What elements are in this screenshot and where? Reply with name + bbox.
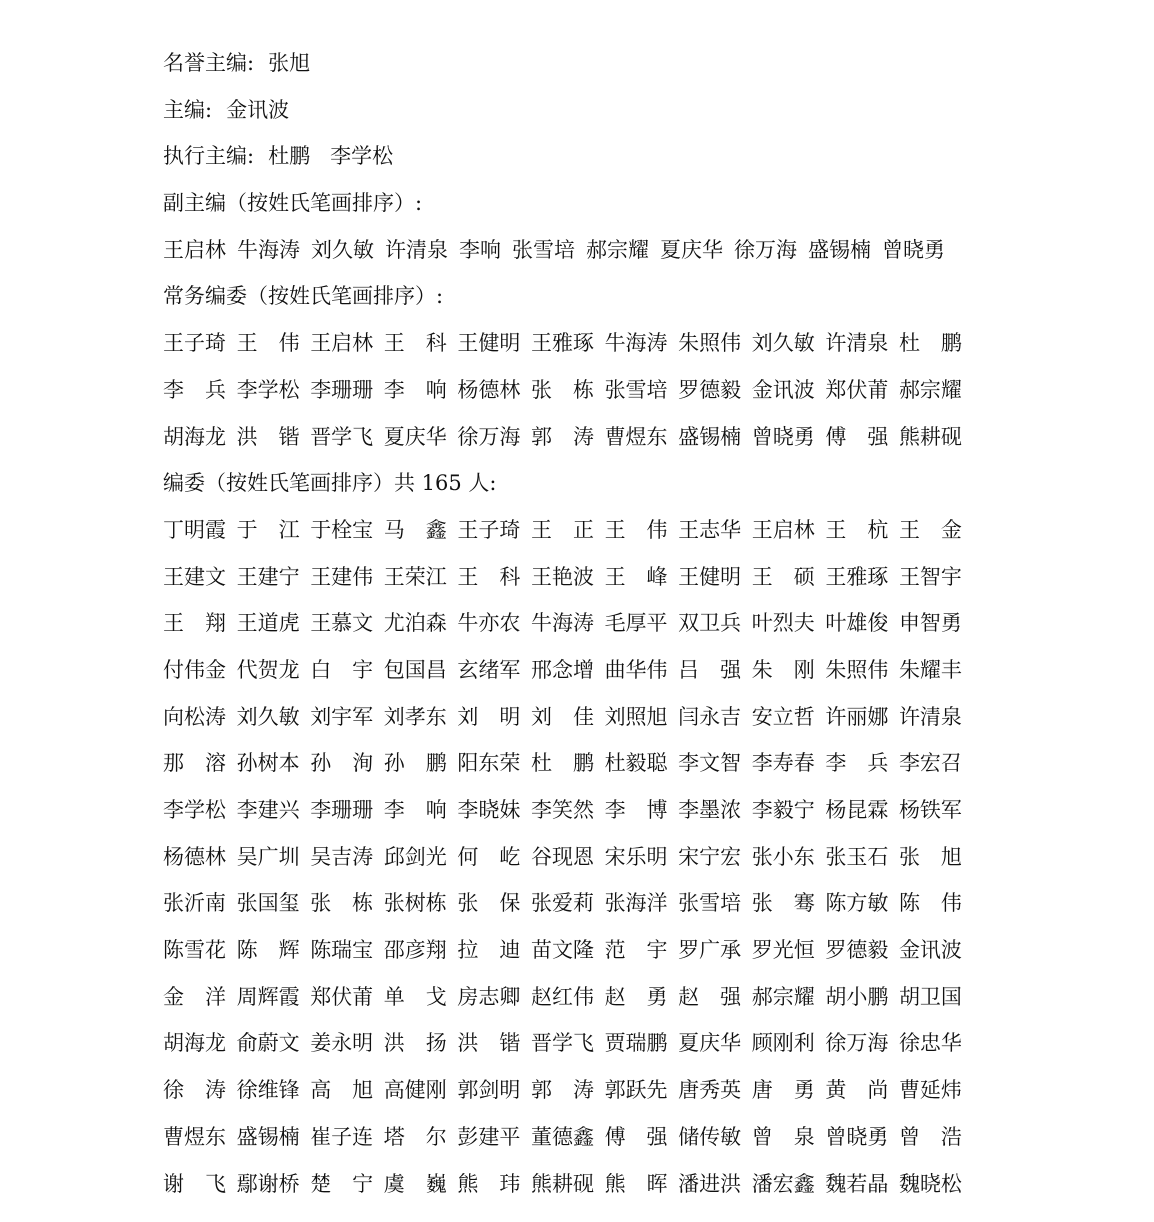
member-name: 李珊珊: [310, 377, 374, 402]
member-name: 房志卿: [457, 984, 521, 1009]
member-name: 谷现恩: [530, 844, 594, 869]
member-name: 郭剑明: [457, 1078, 521, 1103]
deputy-editor-name: 郝宗耀: [586, 237, 649, 262]
member-name: 洪 锴: [457, 1031, 521, 1056]
member-name: 朱照伟: [825, 657, 889, 682]
member-name: 郭 涛: [530, 1078, 594, 1103]
honorary-chief-editor-line: [163, 40, 993, 87]
member-name: 姜永明: [310, 1031, 374, 1056]
member-name: 王荣江: [383, 564, 447, 589]
member-name: 刘久敏: [236, 704, 300, 729]
member-name: 付伟金: [163, 657, 226, 682]
member-name: 王启林: [310, 331, 374, 356]
name-row: [163, 1020, 993, 1067]
member-name: 刘久敏: [751, 331, 815, 356]
name-row: [163, 974, 993, 1021]
member-name: 陈 伟: [898, 891, 962, 916]
member-name: 李寿春: [751, 751, 815, 776]
member-name: 玄绪军: [457, 657, 521, 682]
member-name: 杜毅聪: [604, 751, 668, 776]
member-name: 李宏召: [898, 751, 962, 776]
member-name: 李文智: [678, 751, 742, 776]
member-name: 王 正: [530, 517, 594, 542]
member-name: 安立哲: [751, 704, 815, 729]
member-name: 王智宇: [898, 564, 962, 589]
member-name: 刘孝东: [383, 704, 447, 729]
member-name: 闫永吉: [678, 704, 742, 729]
name-row: [163, 647, 993, 694]
member-name: 王 翔: [163, 611, 226, 636]
member-name: 张 保: [457, 891, 521, 916]
member-name: 刘宇军: [310, 704, 374, 729]
name-row: [163, 554, 993, 601]
member-name: 熊 玮: [457, 1171, 521, 1196]
member-name: 曹延炜: [898, 1078, 962, 1103]
chief-editor-line: [163, 87, 993, 134]
member-name: 李墨浓: [678, 798, 742, 822]
member-name: 王 硕: [751, 564, 815, 589]
member-name: 郑伏莆: [825, 377, 889, 402]
executive-editors-label: 执行主编:: [163, 144, 255, 169]
member-name: 郝宗耀: [751, 984, 815, 1009]
member-name: 郝宗耀: [898, 377, 962, 402]
name-row: [163, 787, 993, 834]
member-name: 范 宇: [604, 938, 668, 963]
member-name: 朱 刚: [751, 657, 815, 682]
member-name: 李 兵: [825, 751, 889, 776]
member-name: 胡小鹏: [825, 984, 889, 1009]
member-name: 邢念增: [530, 657, 594, 682]
member-name: 刘 明: [457, 704, 521, 729]
member-name: 尤泊森: [383, 611, 447, 636]
member-name: 单 戈: [383, 984, 447, 1009]
member-name: 杨铁军: [898, 798, 962, 822]
member-name: 张玉石: [825, 844, 889, 869]
member-name: 虞 巍: [383, 1171, 447, 1196]
member-name: 李建兴: [236, 798, 300, 822]
member-name: 王 伟: [236, 331, 300, 356]
member-name: 王 金: [898, 517, 962, 542]
member-name: 张雪培: [678, 891, 742, 916]
member-name: 王 科: [457, 564, 521, 589]
member-name: 洪 锴: [236, 424, 300, 449]
member-name: 谢 飞: [163, 1171, 226, 1196]
member-name: 潘宏鑫: [751, 1171, 815, 1196]
member-name: 李珊珊: [310, 798, 374, 822]
member-name: 楚 宁: [310, 1171, 374, 1196]
member-name: 金讯波: [898, 938, 962, 963]
standing-committee-list: [163, 320, 993, 460]
chief-editor-name: 金讯波: [226, 97, 290, 122]
member-name: 熊 晖: [604, 1171, 668, 1196]
member-name: 陈瑞宝: [310, 938, 374, 963]
member-name: 徐万海: [825, 1031, 889, 1056]
member-name: 王志华: [678, 517, 742, 542]
member-name: 罗德毅: [825, 938, 889, 963]
name-row: [163, 1067, 993, 1114]
deputy-editors-heading: 副主编（按姓氏笔画排序）:: [163, 191, 423, 216]
deputy-editor-name: 刘久敏: [311, 237, 374, 262]
chief-editor-label: 主编:: [163, 97, 213, 122]
committee-heading: 编委（按姓氏笔画排序）共 165 人:: [163, 471, 497, 496]
member-name: 宋乐明: [604, 844, 668, 869]
member-name: 张 骞: [751, 891, 815, 916]
member-name: 徐 涛: [163, 1078, 226, 1103]
member-name: 塔 尔: [383, 1124, 447, 1149]
member-name: 徐忠华: [898, 1031, 962, 1056]
member-name: 俞蔚文: [236, 1031, 300, 1056]
deputy-editor-name: 许清泉: [385, 237, 448, 262]
member-name: 张 栋: [310, 891, 374, 916]
deputy-editor-name: 王启林: [163, 237, 226, 262]
member-name: 王 伟: [604, 517, 668, 542]
name-row: [163, 507, 993, 554]
name-row: [163, 740, 993, 787]
member-name: 胡卫国: [898, 984, 962, 1009]
member-name: 熊耕砚: [530, 1171, 594, 1196]
member-name: 曲华伟: [604, 657, 668, 682]
member-name: 李 博: [604, 798, 668, 822]
member-name: 杜 鹏: [530, 751, 594, 776]
member-name: 孙树本: [236, 751, 300, 776]
member-name: 白 宇: [310, 657, 374, 682]
member-name: 申智勇: [898, 611, 962, 636]
member-name: 张爱莉: [530, 891, 594, 916]
deputy-editor-name: 李响: [459, 237, 501, 262]
member-name: 邵彦翔: [383, 938, 447, 963]
member-name: 赵红伟: [530, 984, 594, 1009]
member-name: 董德鑫: [530, 1124, 594, 1149]
standing-committee-heading: 常务编委（按姓氏笔画排序）:: [163, 284, 444, 309]
member-name: 高 旭: [310, 1078, 374, 1103]
executive-editor-name: 杜鹏: [268, 144, 311, 169]
member-name: 晋学飞: [530, 1031, 594, 1056]
member-name: 牛亦农: [457, 611, 521, 636]
member-name: 王道虎: [236, 611, 300, 636]
member-name: 曾晓勇: [825, 1124, 889, 1149]
member-name: 胡海龙: [163, 1031, 226, 1056]
member-name: 熊耕砚: [898, 424, 962, 449]
member-name: 许清泉: [825, 331, 889, 356]
member-name: 李 响: [383, 798, 447, 822]
member-name: 金 洋: [163, 984, 226, 1009]
member-name: 马 鑫: [383, 517, 447, 542]
member-name: 张 旭: [898, 844, 962, 869]
member-name: 曹煜东: [604, 424, 668, 449]
member-name: 叶雄俊: [825, 611, 889, 636]
member-name: 洪 扬: [383, 1031, 447, 1056]
member-name: 杨德林: [457, 377, 521, 402]
name-row: [163, 414, 993, 461]
name-row: [163, 834, 993, 881]
member-name: 周辉霞: [236, 984, 300, 1009]
member-name: 郑伏莆: [310, 984, 374, 1009]
member-name: 夏庆华: [678, 1031, 742, 1056]
deputy-editors-list: [163, 227, 993, 274]
member-name: 拉 迪: [457, 938, 521, 963]
member-name: 傅 强: [825, 424, 889, 449]
member-name: 李 响: [383, 377, 447, 402]
member-name: 于 江: [236, 517, 300, 542]
member-name: 曹煜东: [163, 1124, 226, 1149]
member-name: 李毅宁: [751, 798, 815, 822]
committee-list: [163, 507, 993, 1207]
member-name: 顾刚利: [751, 1031, 815, 1056]
member-name: 盛锡楠: [236, 1124, 300, 1149]
member-name: 贾瑞鹏: [604, 1031, 668, 1056]
member-name: 刘照旭: [604, 704, 668, 729]
member-name: 毛厚平: [604, 611, 668, 636]
member-name: 王子琦: [163, 331, 226, 356]
deputy-editor-name: 曾晓勇: [882, 237, 945, 262]
member-name: 夏庆华: [383, 424, 447, 449]
name-row: [163, 600, 993, 647]
member-name: 那 溶: [163, 751, 226, 776]
member-name: 王健明: [457, 331, 521, 356]
member-name: 牛海涛: [530, 611, 594, 636]
member-name: 许丽娜: [825, 704, 889, 729]
member-name: 罗光恒: [751, 938, 815, 963]
member-name: 傅 强: [604, 1124, 668, 1149]
member-name: 吴广圳: [236, 844, 300, 869]
member-name: 杨德林: [163, 844, 226, 869]
member-name: 曾 泉: [751, 1124, 815, 1149]
member-name: 杨昆霖: [825, 798, 889, 822]
member-name: 盛锡楠: [678, 424, 742, 449]
member-name: 李学松: [163, 798, 226, 822]
member-name: 胡海龙: [163, 424, 226, 449]
member-name: 吕 强: [678, 657, 742, 682]
member-name: 高健刚: [383, 1078, 447, 1103]
member-name: 唐 勇: [751, 1078, 815, 1103]
member-name: 苗文隆: [530, 938, 594, 963]
member-name: 朱照伟: [678, 331, 742, 356]
member-name: 丁明霞: [163, 517, 226, 542]
member-name: 朱耀丰: [898, 657, 962, 682]
member-name: 何 屹: [457, 844, 521, 869]
deputy-editor-name: 徐万海: [734, 237, 797, 262]
name-row: [163, 1161, 993, 1208]
name-row: [163, 927, 993, 974]
member-name: 徐维锋: [236, 1078, 300, 1103]
member-name: 鄢谢桥: [236, 1171, 300, 1196]
member-name: 张 栋: [530, 377, 594, 402]
member-name: 王启林: [751, 517, 815, 542]
member-name: 李 兵: [163, 377, 226, 402]
member-name: 包国昌: [383, 657, 447, 682]
executive-editors-line: [163, 133, 993, 180]
honorary-chief-editor-name: 张旭: [268, 51, 311, 75]
executive-editor-name: 李学松: [330, 144, 394, 169]
member-name: 王艳波: [530, 564, 594, 589]
member-name: 郭 涛: [530, 424, 594, 449]
member-name: 王建宁: [236, 564, 300, 589]
editorial-board: [163, 40, 993, 1207]
member-name: 王建文: [163, 564, 226, 589]
deputy-editor-name: 牛海涛: [237, 237, 300, 262]
member-name: 曾 浩: [898, 1124, 962, 1149]
member-name: 金讯波: [751, 377, 815, 402]
member-name: 张小东: [751, 844, 815, 869]
deputy-editor-name: 盛锡楠: [808, 237, 871, 262]
member-name: 郭跃先: [604, 1078, 668, 1103]
member-name: 潘进洪: [678, 1171, 742, 1196]
member-name: 代贺龙: [236, 657, 300, 682]
member-name: 孙 鹏: [383, 751, 447, 776]
member-name: 陈雪花: [163, 938, 226, 963]
name-row: [163, 367, 993, 414]
member-name: 徐万海: [457, 424, 521, 449]
member-name: 王 杭: [825, 517, 889, 542]
member-name: 崔子连: [310, 1124, 374, 1149]
name-row: [163, 880, 993, 927]
member-name: 王雅琢: [825, 564, 889, 589]
member-name: 王慕文: [310, 611, 374, 636]
member-name: 王 科: [383, 331, 447, 356]
member-name: 邱剑光: [383, 844, 447, 869]
member-name: 孙 洵: [310, 751, 374, 776]
member-name: 黄 尚: [825, 1078, 889, 1103]
member-name: 唐秀英: [678, 1078, 742, 1103]
member-name: 魏若晶: [825, 1171, 889, 1196]
member-name: 许清泉: [898, 704, 962, 729]
member-name: 杜 鹏: [898, 331, 962, 356]
deputy-editor-name: 张雪培: [512, 237, 575, 262]
member-name: 李晓妹: [457, 798, 521, 822]
member-name: 吴吉涛: [310, 844, 374, 869]
member-name: 彭建平: [457, 1124, 521, 1149]
member-name: 王子琦: [457, 517, 521, 542]
member-name: 陈 辉: [236, 938, 300, 963]
member-name: 阳东荣: [457, 751, 521, 776]
member-name: 牛海涛: [604, 331, 668, 356]
member-name: 李笑然: [530, 798, 594, 822]
member-name: 李学松: [236, 377, 300, 402]
member-name: 于栓宝: [310, 517, 374, 542]
name-row: [163, 320, 993, 367]
member-name: 王健明: [678, 564, 742, 589]
member-name: 宋宁宏: [678, 844, 742, 869]
deputy-editor-name: 夏庆华: [660, 237, 723, 262]
member-name: 罗广承: [678, 938, 742, 963]
member-name: 叶烈夫: [751, 611, 815, 636]
member-name: 刘 佳: [530, 704, 594, 729]
member-name: 陈方敏: [825, 891, 889, 916]
name-row: [163, 694, 993, 741]
member-name: 双卫兵: [678, 611, 742, 636]
member-name: 张树栋: [383, 891, 447, 916]
member-name: 赵 勇: [604, 984, 668, 1009]
member-name: 向松涛: [163, 704, 226, 729]
member-name: 赵 强: [678, 984, 742, 1009]
member-name: 罗德毅: [678, 377, 742, 402]
member-name: 魏晓松: [898, 1171, 962, 1196]
member-name: 张沂南: [163, 891, 226, 916]
member-name: 储传敏: [678, 1124, 742, 1149]
member-name: 张国玺: [236, 891, 300, 916]
member-name: 张海洋: [604, 891, 668, 916]
member-name: 王建伟: [310, 564, 374, 589]
name-row: [163, 1114, 993, 1161]
honorary-chief-editor-label: 名誉主编:: [163, 51, 255, 75]
member-name: 王雅琢: [530, 331, 594, 356]
member-name: 晋学飞: [310, 424, 374, 449]
member-name: 张雪培: [604, 377, 668, 402]
member-name: 曾晓勇: [751, 424, 815, 449]
member-name: 王 峰: [604, 564, 668, 589]
